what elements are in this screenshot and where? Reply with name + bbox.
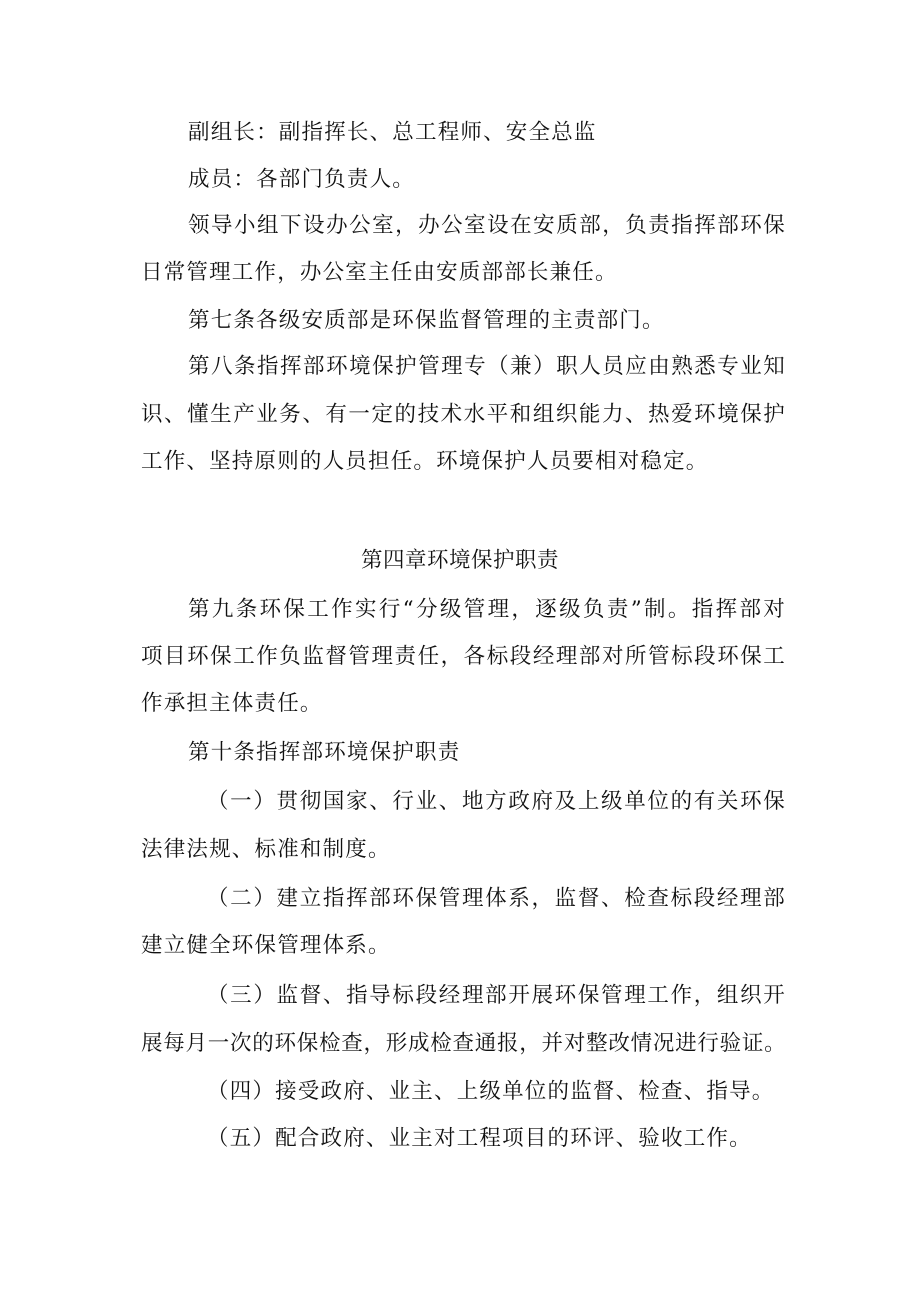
article-line: 第八条指挥部环境保护管理专（兼）职人员应由熟悉专业知 [188, 354, 786, 379]
article-line: 第七条各级安质部是环保监督管理的主责部门。 [188, 308, 665, 333]
text-line: 副组长：副指挥长、总工程师、安全总监 [188, 120, 597, 145]
list-item: （三）监督、指导标段经理部开展环保管理工作，组织开 [207, 983, 786, 1008]
text-line: 法律法规、标准和制度。 [141, 837, 391, 862]
text-line: 日常管理工作，办公室主任由安质部部长兼任。 [141, 260, 618, 285]
list-item: （四）接受政府、业主、上级单位的监督、检查、指导。 [207, 1079, 775, 1104]
text-line: 识、懂生产业务、有一定的技术水平和组织能力、热爱环境保护 [141, 402, 786, 427]
article-line: 第九条环保工作实行“分级管理，逐级负责”制。指挥部对 [188, 597, 786, 622]
text-line: 作承担主体责任。 [141, 691, 323, 716]
chapter-heading: 第四章环境保护职责 [360, 548, 559, 573]
text-line: 成员：各部门负责人。 [188, 167, 416, 192]
text-line: 工作、坚持原则的人员担任。环境保护人员要相对稳定。 [141, 449, 709, 474]
text-line: 展每月一次的环保检查，形成检查通报，并对整改情况进行验证。 [141, 1031, 786, 1056]
list-item: （一）贯彻国家、行业、地方政府及上级单位的有关环保 [207, 789, 786, 814]
article-line: 第十条指挥部环境保护职责 [188, 740, 461, 765]
text-line: 领导小组下设办公室，办公室设在安质部，负责指挥部环保 [188, 213, 786, 238]
list-item: （二）建立指挥部环保管理体系，监督、检查标段经理部 [207, 886, 786, 911]
text-line: 项目环保工作负监督管理责任，各标段经理部对所管标段环保工 [141, 644, 786, 669]
list-item: （五）配合政府、业主对工程项目的环评、验收工作。 [207, 1126, 752, 1151]
text-line: 建立健全环保管理体系。 [141, 933, 391, 958]
